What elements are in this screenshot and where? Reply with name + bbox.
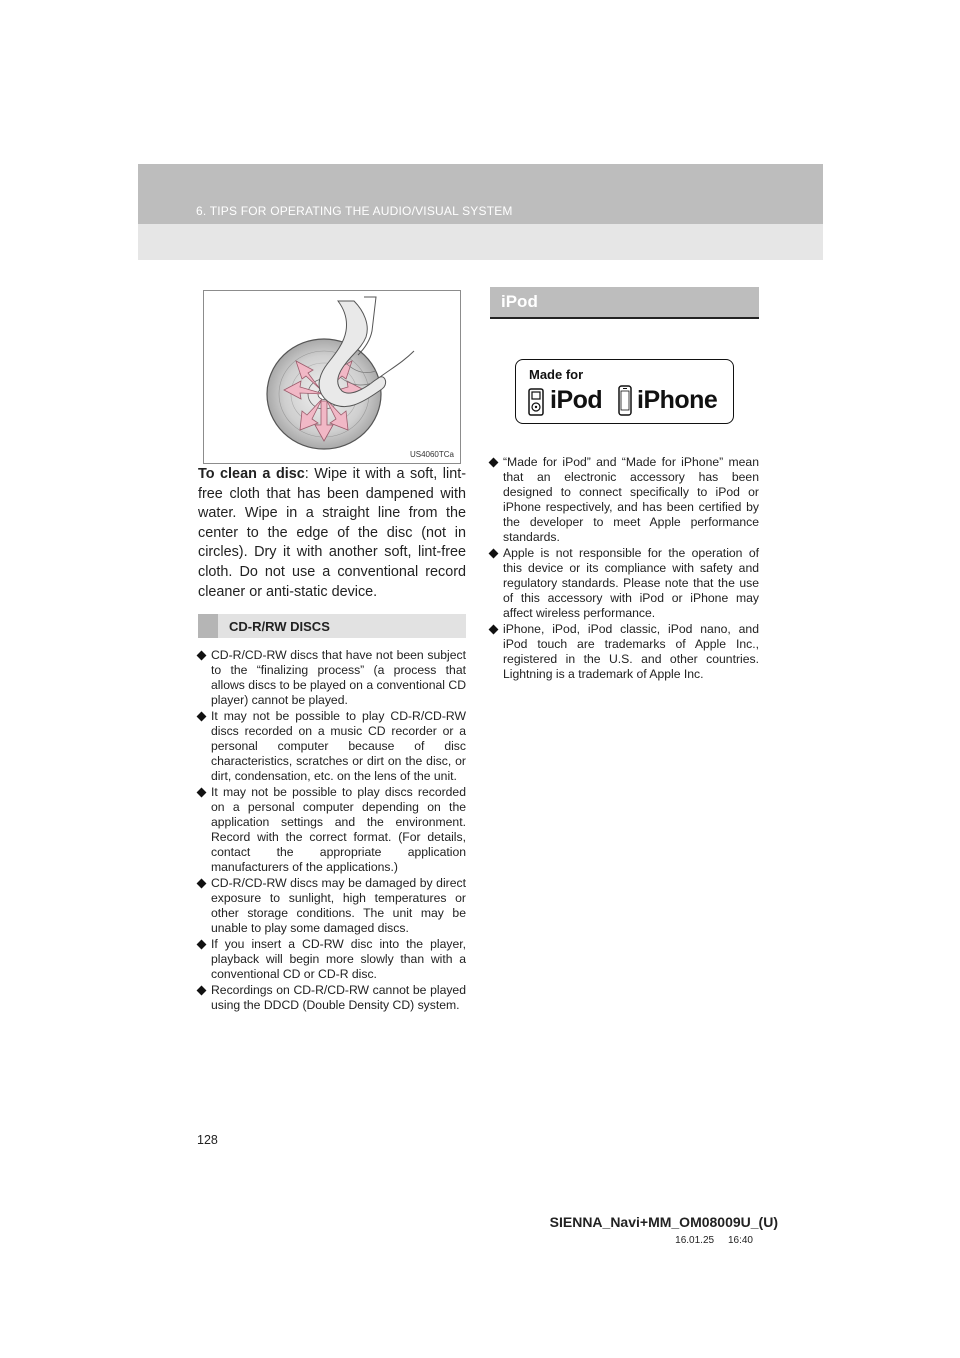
bullet-diamond-icon [489, 625, 499, 635]
disc-cleaning-figure [203, 290, 461, 464]
list-item: If you insert a CD-RW disc into the player, playback will begin more slowly than with a conventional CD or CD-R disc. [198, 937, 466, 982]
bullet-diamond-icon [197, 651, 207, 661]
section-title: 6. TIPS FOR OPERATING THE AUDIO/VISUAL SYSTEM [196, 204, 513, 218]
list-item: It may not be possible to play discs recorded on a personal computer depending on the application settings and the environment. Record with the correct format. (For details, contact the appropriate application manufacturers of the applications.) [198, 785, 466, 876]
bullet-diamond-icon [197, 711, 207, 721]
bullet-diamond-icon [197, 878, 207, 888]
section-tab-marker [198, 614, 218, 638]
made-for-ipod-iphone-badge [515, 359, 734, 424]
bullet-diamond-icon [197, 985, 207, 995]
cdrw-bullet-list [198, 648, 466, 1013]
ipod-heading-label: iPod [501, 292, 538, 311]
clean-disc-paragraph [198, 465, 466, 602]
list-item: iPhone, iPod, iPod classic, iPod nano, and iPod touch are trademarks of Apple Inc., registered in the U.S. and other countries. Lightning is a trademark of Apple Inc. [490, 622, 759, 682]
ipod-heading-rule [490, 317, 759, 319]
ipod-bullet-list [490, 455, 759, 683]
disc-wipe-illustration [204, 291, 460, 463]
badge-ipod-word: iPod [550, 386, 603, 414]
clean-disc-text: : Wipe it with a soft, lint-free cloth that has been dampened with water. Wipe in a straight line from the center to the edge of the disc (not in circles). Dry it with another soft, lint-free cloth. Do not use a conventional record cleaner or anti-static device. [198, 466, 466, 600]
clean-disc-lead: To clean a disc [198, 466, 305, 482]
list-item: CD-R/CD-RW discs may be damaged by direct exposure to sunlight, high temperatures or other storage conditions. The unit may be unable to play some damaged discs. [198, 876, 466, 936]
list-item: Apple is not responsible for the operation of this device or its compliance with safety and regulatory standards. Please note that the use of this accessory with iPod or iPhone may affect wireless performance. [490, 546, 759, 621]
ipod-section-heading [490, 287, 759, 317]
bullet-diamond-icon [489, 549, 499, 559]
list-item: Recordings on CD-R/CD-RW cannot be played using the DDCD (Double Density CD) system. [198, 983, 466, 1013]
bullet-diamond-icon [489, 458, 499, 468]
badge-iphone-word: iPhone [637, 386, 718, 414]
document-id: SIENNA_Navi+MM_OM08009U_(U) [549, 1214, 778, 1230]
header-top-strip [138, 164, 823, 224]
badge-made-for: Made for [529, 367, 584, 382]
bullet-diamond-icon [197, 787, 207, 797]
ipod-device-icon [528, 388, 544, 416]
page-number: 128 [197, 1133, 218, 1147]
cdrw-section-heading [198, 614, 466, 638]
list-item: “Made for iPod” and “Made for iPhone” mean that an electronic accessory has been designed to connect specifically to iPod or iPhone respectively, and has been certified by the developer to meet Apple performance standards. [490, 455, 759, 546]
iphone-device-icon [618, 385, 632, 416]
list-item: It may not be possible to play CD-R/CD-RW discs recorded on a music CD recorder or a personal computer because of disc characteristics, scratches or dirt on the disc, or dirt, condensation, etc. on the lens of the unit. [198, 709, 466, 784]
figure-label: US4060TCa [409, 450, 454, 459]
print-timestamp: 16.01.25 16:40 [675, 1235, 753, 1246]
list-item: CD-R/CD-RW discs that have not been subject to the “finalizing process” (a process that allows discs to be played on a conventional CD player) cannot be played. [198, 648, 466, 708]
header-band [138, 164, 823, 260]
bullet-diamond-icon [197, 939, 207, 949]
cdrw-heading-label: CD-R/RW DISCS [229, 619, 330, 634]
